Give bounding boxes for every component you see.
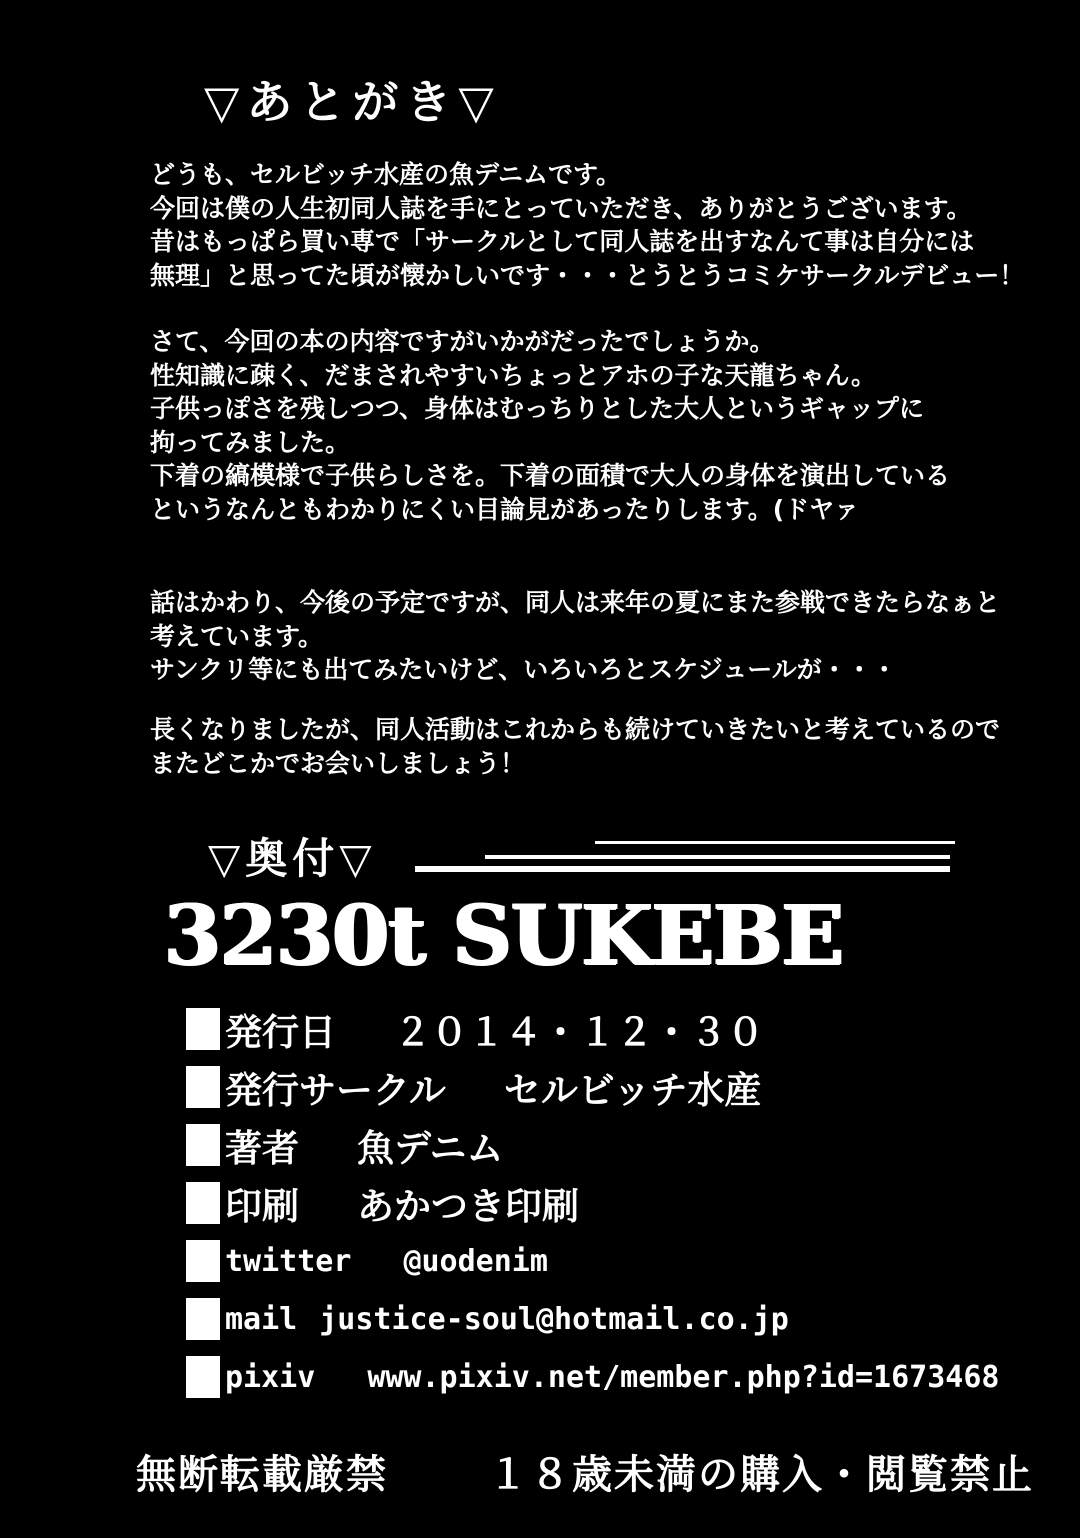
colophon-row-printer <box>186 1174 1066 1232</box>
decorative-rule-line <box>595 841 955 844</box>
colophon-label: 印刷 <box>225 1185 299 1228</box>
square-bullet-icon <box>186 1240 220 1282</box>
text-line: 考えています。 <box>150 621 324 651</box>
twitter-handle: @uodenim <box>403 1243 548 1279</box>
text-line: 今回は僕の人生初同人誌を手にとっていただき、ありがとうございます。 <box>150 193 972 223</box>
afterword-paragraph-2 <box>150 325 950 526</box>
colophon-label: 発行日 <box>225 1011 336 1054</box>
colophon-row-circle <box>186 1058 1066 1116</box>
decorative-rule-line <box>485 855 950 859</box>
text-line: 性知識に疎く、だまされやすいちょっとアホの子な天龍ちゃん。 <box>150 360 877 390</box>
text-line: というなんともわかりにくい目論見があったりします。(ドヤァ <box>150 494 860 524</box>
square-bullet-icon <box>186 1008 220 1050</box>
text-line: サンクリ等にも出てみたいけど、いろいろとスケジュールが・・・ <box>150 655 897 684</box>
afterword-section-title: ▽あとがき▽ <box>204 75 501 129</box>
text-line: さて、今回の本の内容ですがいかがだったでしょうか。 <box>150 327 775 356</box>
colophon-row-author <box>186 1116 1066 1174</box>
text-line: 拘ってみました。 <box>150 427 351 457</box>
square-bullet-icon <box>186 1182 220 1224</box>
book-title: 3230t SUKEBE <box>164 888 843 984</box>
colophon-value: 魚デニム <box>357 1127 504 1170</box>
square-bullet-icon <box>186 1124 220 1166</box>
colophon-label: 著者 <box>225 1127 299 1170</box>
text-line: またどこかでお会いしましょう！ <box>150 748 526 778</box>
square-bullet-icon <box>186 1298 220 1340</box>
colophon-value: あかつき印刷 <box>357 1185 579 1228</box>
square-bullet-icon <box>186 1066 220 1108</box>
colophon-label: twitter <box>225 1243 352 1279</box>
colophon-row-publish-date <box>186 1000 1066 1058</box>
no-reprint-notice: 無断転載厳禁 <box>136 1452 388 1498</box>
text-line: 子供っぽさを残しつつ、身体はむっちりとした大人というギャップに <box>150 394 925 423</box>
square-bullet-icon <box>186 1356 220 1398</box>
colophon-label: 発行サークル <box>225 1069 446 1112</box>
text-line: 話はかわり、今後の予定ですが、同人は来年の夏にまた参戦できたらなぁと <box>150 588 1001 617</box>
colophon-label: pixiv <box>225 1359 316 1395</box>
decorative-rule-line <box>415 866 950 872</box>
text-line: 昔はもっぱら買い専で「サークルとして同人誌を出すなんて事は自分には <box>150 227 975 256</box>
colophon-value: セルビッチ水産 <box>503 1069 762 1112</box>
text-line: 下着の縞模様で子供らしさを。下着の面積で大人の身体を演出している <box>150 461 951 490</box>
text-line: 無理」と思ってた頃が懐かしいです・・・とうとうコミケサークルデビュー！ <box>150 260 1025 290</box>
age-restriction-notice: １８歳未満の購入・閲覧禁止 <box>488 1452 1034 1498</box>
colophon-label: mail <box>225 1301 298 1337</box>
afterword-paragraph-3 <box>150 586 1000 687</box>
text-line: 長くなりましたが、同人活動はこれからも続けていきたいと考えているので <box>150 715 1001 744</box>
text-line: どうも、セルビッチ水産の魚デニムです。 <box>150 160 622 189</box>
colophon-row-mail <box>186 1290 1066 1348</box>
afterword-paragraph-4 <box>150 713 1000 780</box>
mail-address: justice-soul@hotmail.co.jp <box>319 1301 789 1337</box>
colophon-rows <box>186 1000 1066 1406</box>
pixiv-url: www.pixiv.net/member.php?id=1673468 <box>367 1359 1000 1395</box>
colophon-row-twitter <box>186 1232 1066 1290</box>
colophon-section-title: ▽奥付▽ <box>208 834 377 883</box>
colophon-row-pixiv <box>186 1348 1066 1406</box>
colophon-value: ２０１４・１２・３０ <box>394 1011 764 1054</box>
afterword-paragraph-1 <box>150 158 1024 292</box>
